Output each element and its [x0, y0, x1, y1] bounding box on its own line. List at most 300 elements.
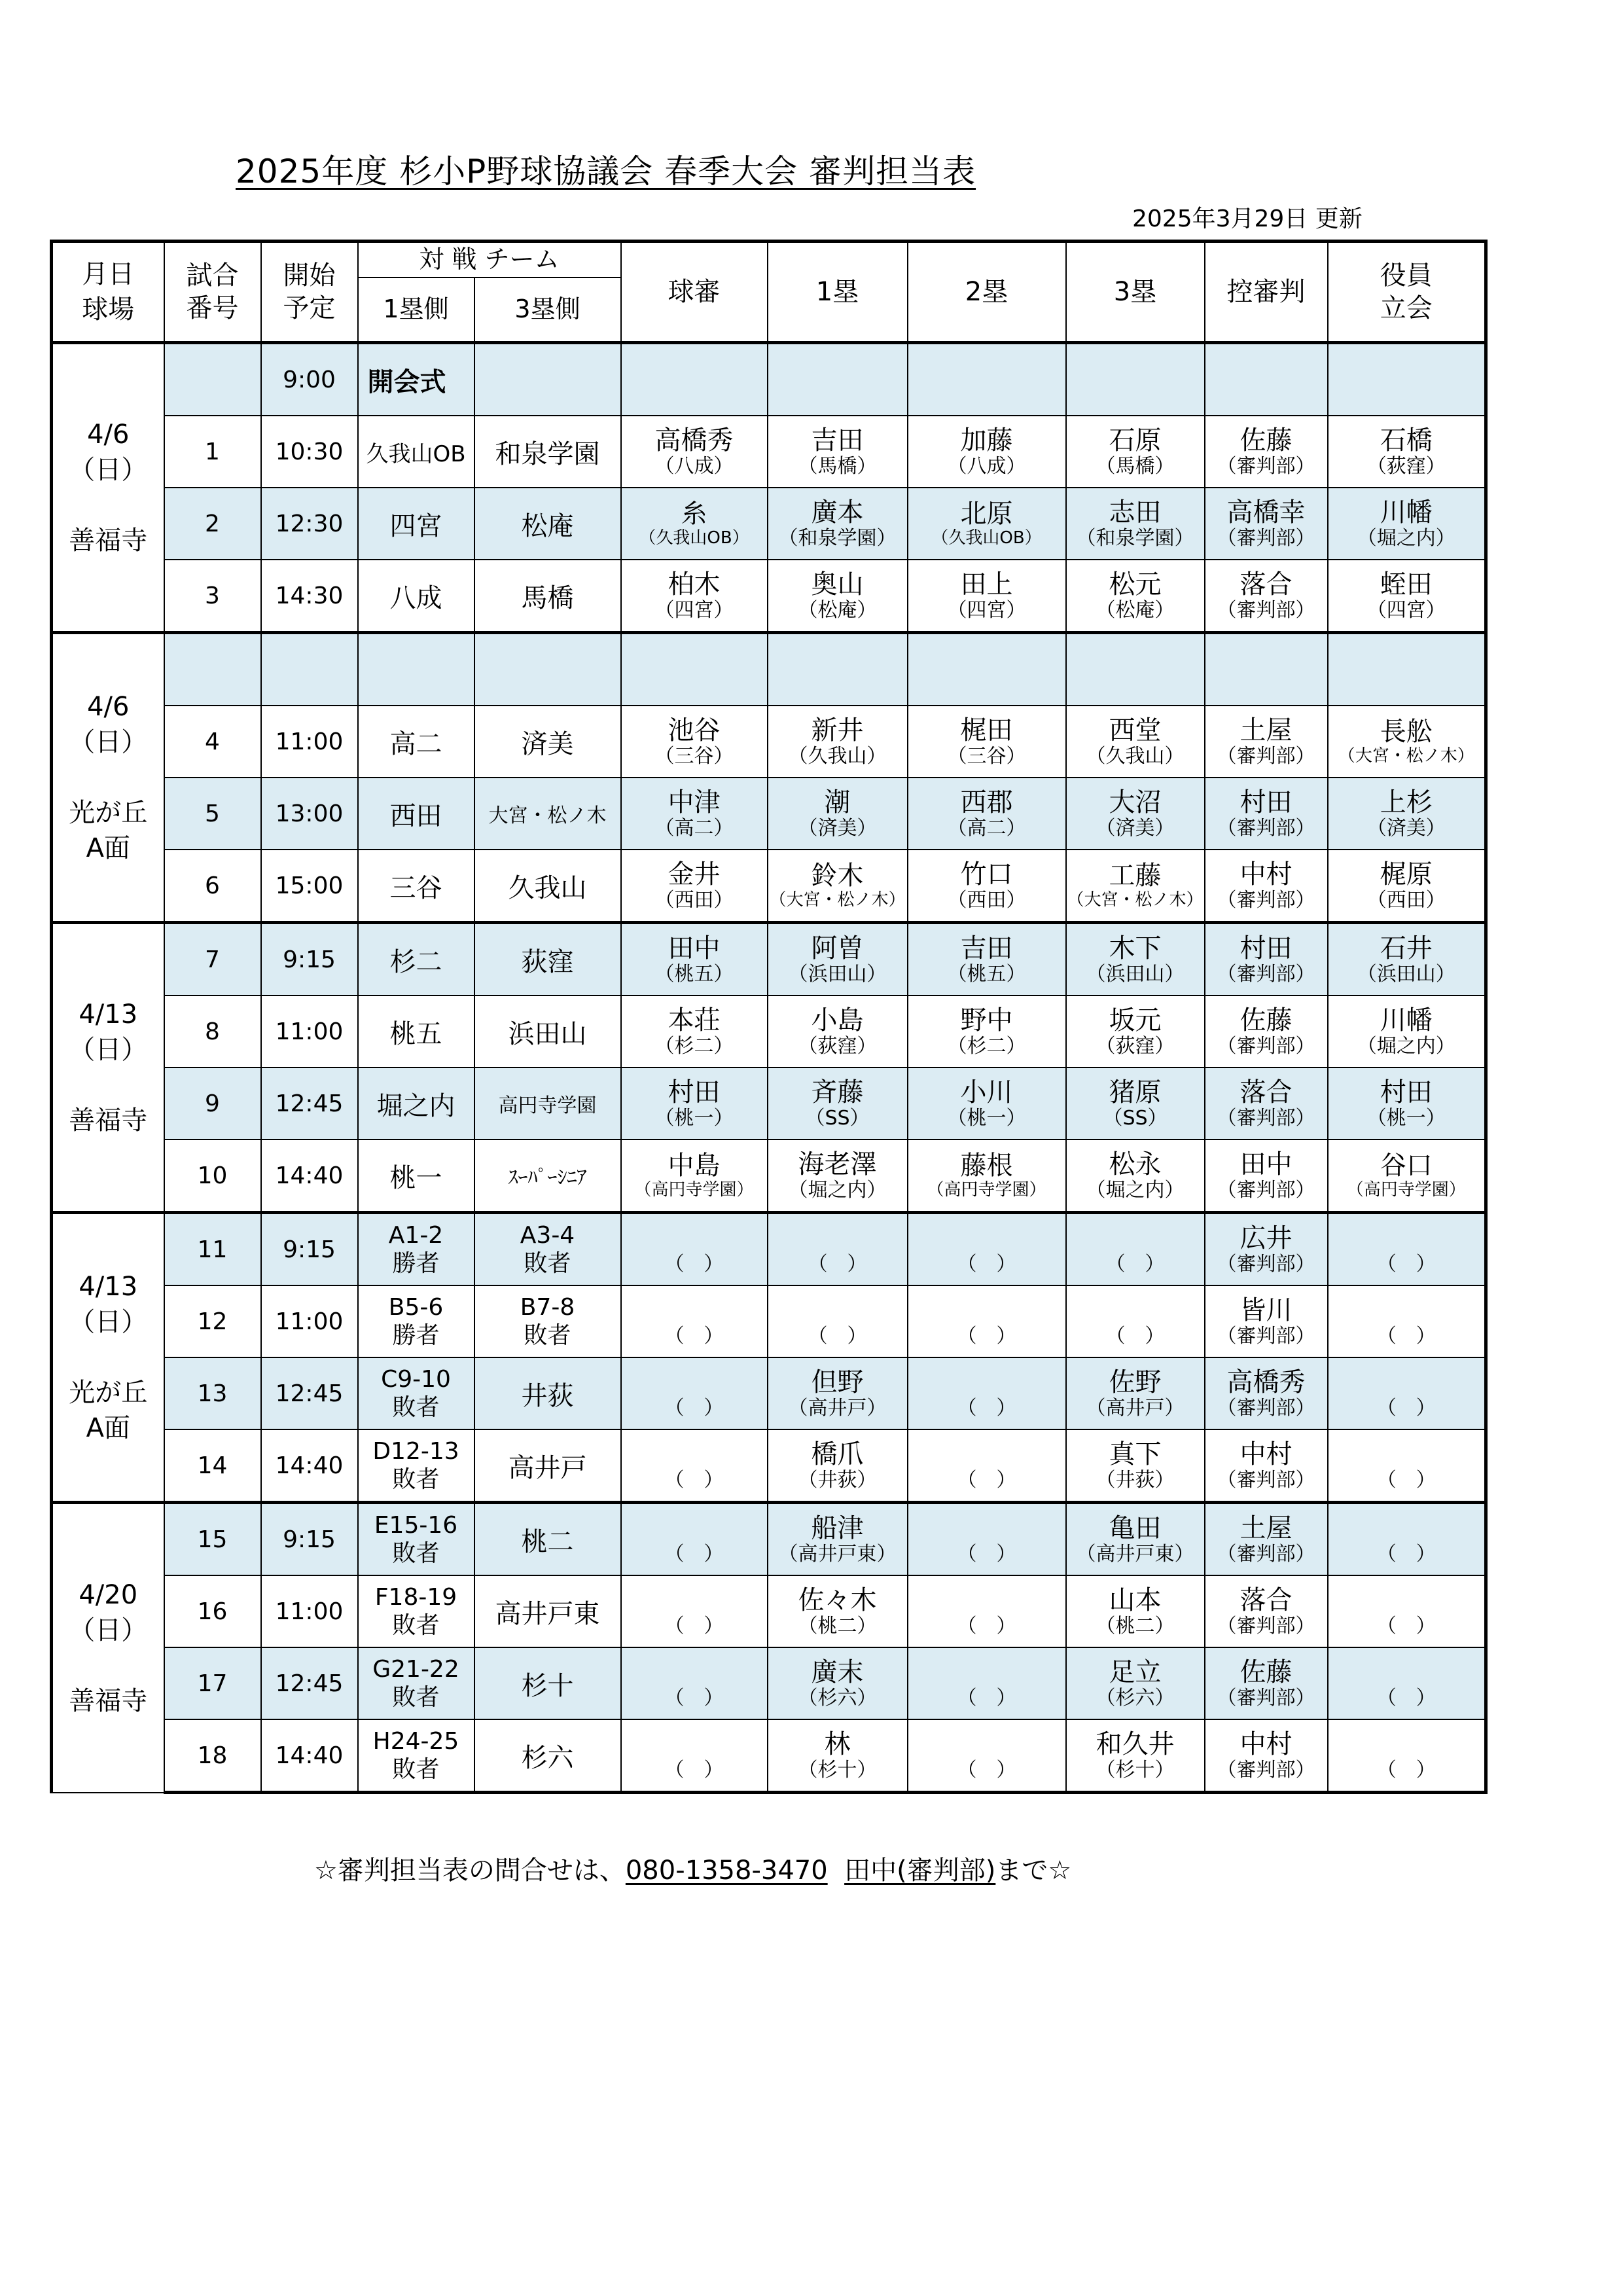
umpire-first [768, 1139, 908, 1213]
umpire-name [1067, 365, 1204, 395]
umpire-third [1066, 1067, 1205, 1139]
umpire-name: 新井 [811, 715, 864, 746]
umpire-name: 池谷 [668, 715, 721, 746]
game-row [52, 1503, 1486, 1576]
umpire-team: （審判部） [1217, 744, 1315, 768]
footer-phone[interactable]: 080-1358-3470 [625, 1856, 828, 1886]
umpire-name [1329, 1368, 1485, 1397]
umpire-second [908, 1285, 1066, 1357]
game-row [52, 1719, 1486, 1793]
umpire-name: 北原 [960, 499, 1013, 529]
umpire-name: 亀田 [1109, 1513, 1162, 1544]
umpire-second [908, 1357, 1066, 1429]
umpire-name [622, 1586, 767, 1615]
date-venue-line: 光が丘 [69, 798, 148, 828]
game-row [52, 1213, 1486, 1286]
umpire-name: 田上 [960, 569, 1013, 600]
umpire-name: 谷口 [1380, 1151, 1433, 1181]
umpire-third [1066, 560, 1205, 633]
start-time: 11:00 [261, 706, 358, 778]
umpire-team: （四宮） [947, 598, 1026, 622]
umpire-first [768, 778, 908, 850]
umpire-plate [621, 1503, 768, 1576]
umpire-third [1066, 1647, 1205, 1719]
umpire-team: （ ） [664, 1542, 724, 1566]
game-number: 4 [164, 706, 261, 778]
umpire-team: （桃五） [654, 962, 734, 986]
umpire-team: （久我山） [788, 744, 887, 768]
game-number: 13 [164, 1357, 261, 1429]
team-first-base-side: H24-25 敗者 [358, 1719, 474, 1793]
game-row [52, 1429, 1486, 1503]
umpire-team: （ ） [1376, 1252, 1436, 1276]
umpire-reserve [1205, 1429, 1328, 1503]
umpire-team: （西田） [947, 888, 1026, 912]
umpire-name: 藤根 [960, 1151, 1013, 1181]
umpire-name [1205, 365, 1327, 395]
umpire-name: 山本 [1109, 1585, 1162, 1616]
umpire-name: 西堂 [1109, 715, 1162, 746]
umpire-name [1329, 1296, 1485, 1325]
umpire-team: （八成） [947, 454, 1026, 478]
game-number: 12 [164, 1285, 261, 1357]
umpire-plate [621, 1647, 768, 1719]
umpire-team: （馬橋） [798, 454, 877, 478]
game-row [52, 778, 1486, 850]
umpire-team: （三谷） [654, 744, 734, 768]
umpire-name: 高橋幸 [1226, 497, 1306, 528]
umpire-plate [621, 1719, 768, 1793]
date-venue-line [53, 1340, 164, 1375]
umpire-plate [621, 343, 768, 416]
date-venue-line: 善福寺 [69, 526, 148, 556]
umpire-team: （高円寺学園） [634, 1180, 754, 1200]
start-time: 14:40 [261, 1429, 358, 1503]
umpire-officer [1328, 1719, 1486, 1793]
umpire-team: （桃一） [1366, 1106, 1446, 1130]
umpire-officer [1328, 1139, 1486, 1213]
umpire-first [768, 706, 908, 778]
umpire-team: （審判部） [1217, 1758, 1315, 1782]
date-venue-line [53, 1648, 164, 1683]
umpire-second [908, 706, 1066, 778]
umpire-reserve [1205, 633, 1328, 706]
umpire-team: （済美） [798, 816, 877, 840]
date-venue-line: （日） [69, 455, 148, 485]
game-row [52, 1575, 1486, 1647]
umpire-second [908, 343, 1066, 416]
umpire-team: （ ） [664, 1468, 724, 1492]
umpire-plate [621, 923, 768, 996]
umpire-name: 志田 [1109, 497, 1162, 528]
team-third-base-side [474, 633, 621, 706]
umpire-team: （四宮） [654, 598, 734, 622]
date-venue-cell [52, 1213, 164, 1503]
umpire-name: 落合 [1240, 1585, 1293, 1616]
date-venue-line: （日） [69, 1307, 148, 1337]
game-number: 3 [164, 560, 261, 633]
game-number [164, 633, 261, 706]
umpire-team: （杉六） [1096, 1686, 1175, 1710]
umpire-team: （高二） [947, 816, 1026, 840]
umpire-name: 金井 [668, 859, 721, 890]
umpire-name [1329, 1586, 1485, 1615]
umpire-team: （審判部） [1217, 962, 1315, 986]
team-third-base-side: 大宮・松ノ木 [474, 778, 621, 850]
umpire-name: 村田 [668, 1077, 721, 1108]
umpire-officer [1328, 1067, 1486, 1139]
team-third-base-side: 松庵 [474, 488, 621, 560]
umpire-officer [1328, 1575, 1486, 1647]
date-venue-line: 光が丘 [69, 1378, 148, 1408]
umpire-first [768, 996, 908, 1067]
umpire-team: （ ） [664, 1758, 724, 1782]
start-time: 11:00 [261, 1575, 358, 1647]
umpire-team: （ ） [664, 1614, 724, 1638]
umpire-name: 落合 [1240, 1077, 1293, 1108]
umpire-name: 梶原 [1380, 859, 1433, 890]
game-row [52, 560, 1486, 633]
team-first-base-side: 西田 [358, 778, 474, 850]
header-third: 3塁 [1066, 242, 1205, 343]
team-third-base-side: ｽｰﾊﾟｰｼﾆｱ [474, 1139, 621, 1213]
umpire-team: （ ） [957, 1468, 1016, 1492]
footer-prefix: ☆審判担当表の問合せは、 [314, 1856, 626, 1886]
game-number: 9 [164, 1067, 261, 1139]
umpire-name: 小川 [960, 1077, 1013, 1108]
date-venue-line: 4/20 [79, 1579, 138, 1610]
umpire-name [768, 1296, 907, 1325]
umpire-team: （馬橋） [1096, 454, 1175, 478]
umpire-name: 坂元 [1109, 1005, 1162, 1036]
team-first-base-side: E15-16 敗者 [358, 1503, 474, 1576]
umpire-name [622, 1440, 767, 1469]
umpire-name [768, 365, 907, 395]
umpire-name: 石橋 [1380, 425, 1433, 456]
umpire-plate [621, 1575, 768, 1647]
umpire-name: 中村 [1240, 1439, 1293, 1470]
header-date-venue: 月日 球場 [52, 242, 164, 343]
umpire-team: （ ） [664, 1396, 724, 1420]
footer-suffix: まで☆ [995, 1856, 1072, 1886]
umpire-team: （ ） [664, 1252, 724, 1276]
team-first-base-side: 杉二 [358, 923, 474, 996]
game-row [52, 1139, 1486, 1213]
date-venue-cell [52, 633, 164, 923]
umpire-name: 佐野 [1109, 1367, 1162, 1398]
start-time: 14:40 [261, 1139, 358, 1213]
umpire-reserve [1205, 1719, 1328, 1793]
umpire-officer [1328, 633, 1486, 706]
team-third-base-side: B7-8 敗者 [474, 1285, 621, 1357]
umpire-team: （ ） [1376, 1614, 1436, 1638]
footer-note [314, 1850, 1071, 1887]
umpire-schedule-table [50, 240, 1488, 1794]
umpire-name [908, 1658, 1065, 1687]
umpire-second [908, 1575, 1066, 1647]
umpire-first [768, 923, 908, 996]
umpire-name [622, 1368, 767, 1397]
team-third-base-side: 高井戸東 [474, 1575, 621, 1647]
umpire-officer [1328, 706, 1486, 778]
umpire-team: （審判部） [1217, 454, 1315, 478]
umpire-name: 野中 [960, 1005, 1013, 1036]
umpire-name: 落合 [1240, 569, 1293, 600]
umpire-team: （ ） [957, 1396, 1016, 1420]
umpire-team: （済美） [1096, 816, 1175, 840]
umpire-name: 廣末 [811, 1657, 864, 1688]
umpire-officer [1328, 778, 1486, 850]
umpire-name: 真下 [1109, 1439, 1162, 1470]
umpire-first [768, 1285, 908, 1357]
umpire-team: （高井戸） [1086, 1396, 1185, 1420]
team-first-base-side [358, 633, 474, 706]
umpire-plate [621, 1139, 768, 1213]
umpire-third [1066, 1213, 1205, 1286]
umpire-name: 橋爪 [811, 1439, 864, 1470]
umpire-team: （西田） [654, 888, 734, 912]
umpire-third [1066, 1575, 1205, 1647]
umpire-name [908, 1296, 1065, 1325]
date-venue-line: 善福寺 [69, 1685, 148, 1716]
umpire-name [1067, 1296, 1204, 1325]
umpire-team: （杉六） [798, 1686, 877, 1710]
umpire-reserve [1205, 1213, 1328, 1286]
start-time: 14:30 [261, 560, 358, 633]
date-venue-line: （日） [69, 1035, 148, 1065]
umpire-first [768, 1575, 908, 1647]
umpire-name [622, 1224, 767, 1253]
game-number: 16 [164, 1575, 261, 1647]
team-third-base-side: 馬橋 [474, 560, 621, 633]
umpire-second [908, 1213, 1066, 1286]
umpire-name: 船津 [811, 1513, 864, 1544]
umpire-plate [621, 706, 768, 778]
umpire-officer [1328, 1647, 1486, 1719]
team-third-base-side: 桃二 [474, 1503, 621, 1576]
umpire-name [768, 1224, 907, 1253]
umpire-plate [621, 996, 768, 1067]
umpire-team: （荻窪） [1096, 1034, 1175, 1058]
umpire-team: （井荻） [798, 1468, 877, 1492]
umpire-team: （大宮・松ノ木） [1338, 746, 1474, 766]
umpire-name [622, 1658, 767, 1687]
game-row [52, 1067, 1486, 1139]
umpire-officer [1328, 343, 1486, 416]
umpire-team: （堀之内） [1086, 1178, 1185, 1202]
header-reserve: 控審判 [1205, 242, 1328, 343]
umpire-name: 田中 [668, 933, 721, 964]
umpire-second [908, 633, 1066, 706]
date-venue-cell [52, 343, 164, 633]
team-third-base-side: 済美 [474, 706, 621, 778]
umpire-team: （大宮・松ノ木） [769, 890, 906, 910]
umpire-name: 中村 [1240, 1729, 1293, 1760]
umpire-third [1066, 416, 1205, 488]
umpire-name: 工藤 [1109, 861, 1162, 891]
team-first-base-side: 開会式 [358, 343, 474, 416]
umpire-name [1329, 1658, 1485, 1687]
umpire-second [908, 923, 1066, 996]
umpire-team: （審判部） [1217, 1468, 1315, 1492]
umpire-team: （四宮） [1366, 598, 1446, 622]
header-game-no: 試合 番号 [164, 242, 261, 343]
umpire-plate [621, 416, 768, 488]
umpire-team: （審判部） [1217, 888, 1315, 912]
umpire-name [908, 1730, 1065, 1759]
umpire-officer [1328, 1357, 1486, 1429]
umpire-team: （高円寺学園） [1346, 1180, 1466, 1200]
umpire-team: （審判部） [1217, 1034, 1315, 1058]
umpire-name [1329, 1224, 1485, 1253]
umpire-name [1329, 655, 1485, 685]
umpire-second [908, 1719, 1066, 1793]
umpire-name [1067, 1224, 1204, 1253]
header-start: 開始 予定 [261, 242, 358, 343]
umpire-name: 中村 [1240, 859, 1293, 890]
game-row [52, 996, 1486, 1067]
umpire-name [622, 655, 767, 685]
umpire-team: （久我山OB） [931, 528, 1042, 548]
umpire-team: （井荻） [1096, 1468, 1175, 1492]
umpire-team: （荻窪） [1366, 454, 1446, 478]
umpire-team: （松庵） [798, 598, 877, 622]
date-venue-cell [52, 1503, 164, 1793]
umpire-name [1329, 1514, 1485, 1543]
umpire-plate [621, 1213, 768, 1286]
team-first-base-side: 三谷 [358, 850, 474, 923]
umpire-team: （審判部） [1217, 598, 1315, 622]
umpire-plate [621, 1285, 768, 1357]
umpire-name: 佐々木 [798, 1585, 877, 1616]
umpire-first [768, 850, 908, 923]
umpire-third [1066, 343, 1205, 416]
umpire-name: 高橋秀 [654, 425, 734, 456]
umpire-team: （SS） [1103, 1106, 1168, 1130]
umpire-team: （ ） [808, 1252, 867, 1276]
umpire-name: 林 [824, 1729, 851, 1760]
umpire-team: （杉十） [1096, 1758, 1175, 1782]
date-venue-cell [52, 923, 164, 1213]
umpire-third [1066, 1719, 1205, 1793]
umpire-first [768, 343, 908, 416]
team-third-base-side: A3-4 敗者 [474, 1213, 621, 1286]
umpire-name: 奥山 [811, 569, 864, 600]
start-time: 9:15 [261, 1213, 358, 1286]
umpire-name: 足立 [1109, 1657, 1162, 1688]
umpire-name: 上杉 [1380, 787, 1433, 818]
umpire-name [908, 1224, 1065, 1253]
umpire-name: 斉藤 [811, 1077, 864, 1108]
start-time: 12:45 [261, 1067, 358, 1139]
umpire-name: 加藤 [960, 425, 1013, 456]
umpire-team: （杉二） [654, 1034, 734, 1058]
umpire-plate [621, 1429, 768, 1503]
umpire-team: （ ） [957, 1614, 1016, 1638]
game-row [52, 850, 1486, 923]
umpire-team: （審判部） [1217, 1396, 1315, 1420]
umpire-team: （三谷） [947, 744, 1026, 768]
umpire-name: 糸 [681, 499, 707, 529]
umpire-team: （ ） [1376, 1396, 1436, 1420]
umpire-team: （審判部） [1217, 816, 1315, 840]
umpire-first [768, 633, 908, 706]
umpire-name: 石原 [1109, 425, 1162, 456]
umpire-team: （ ） [1376, 1686, 1436, 1710]
umpire-team: （ ） [957, 1252, 1016, 1276]
footer-contact: 田中(審判部) [844, 1856, 996, 1886]
umpire-team: （堀之内） [1357, 1034, 1455, 1058]
umpire-name: 吉田 [811, 425, 864, 456]
umpire-name [908, 365, 1065, 395]
umpire-name: 佐藤 [1240, 425, 1293, 456]
umpire-third [1066, 1429, 1205, 1503]
umpire-team: （桃五） [947, 962, 1026, 986]
umpire-team: （桃一） [654, 1106, 734, 1130]
umpire-third [1066, 1357, 1205, 1429]
umpire-third [1066, 996, 1205, 1067]
game-row [52, 343, 1486, 416]
umpire-name: 皆川 [1240, 1295, 1293, 1326]
umpire-team: （大宮・松ノ木） [1067, 890, 1204, 910]
umpire-name: 広井 [1240, 1223, 1293, 1254]
umpire-team: （審判部） [1217, 1324, 1315, 1348]
umpire-team: （杉十） [798, 1758, 877, 1782]
umpire-third [1066, 488, 1205, 560]
start-time: 13:00 [261, 778, 358, 850]
umpire-second [908, 1429, 1066, 1503]
umpire-plate [621, 560, 768, 633]
game-number: 17 [164, 1647, 261, 1719]
header-officer: 役員 立会 [1328, 242, 1486, 343]
umpire-second [908, 996, 1066, 1067]
start-time: 10:30 [261, 416, 358, 488]
umpire-name [1067, 655, 1204, 685]
umpire-plate [621, 1067, 768, 1139]
umpire-reserve [1205, 488, 1328, 560]
umpire-name: 猪原 [1109, 1077, 1162, 1108]
game-number: 8 [164, 996, 261, 1067]
umpire-name [908, 655, 1065, 685]
umpire-plate [621, 778, 768, 850]
umpire-team: （高井戸） [788, 1396, 887, 1420]
umpire-team: （ ） [1105, 1252, 1165, 1276]
umpire-team: （久我山OB） [639, 528, 749, 548]
date-venue-line: A面 [86, 833, 130, 863]
umpire-name: 村田 [1380, 1077, 1433, 1108]
umpire-team: （西田） [1366, 888, 1446, 912]
umpire-name: 竹口 [960, 859, 1013, 890]
umpire-name: 和久井 [1096, 1729, 1175, 1760]
game-number: 7 [164, 923, 261, 996]
umpire-reserve [1205, 778, 1328, 850]
updated-date: 2025年3月29日 更新 [1132, 206, 1363, 232]
umpire-team: （ ） [664, 1686, 724, 1710]
umpire-second [908, 778, 1066, 850]
start-time: 14:40 [261, 1719, 358, 1793]
game-number: 5 [164, 778, 261, 850]
umpire-team: （ ） [1105, 1324, 1165, 1348]
umpire-name: 西郡 [960, 787, 1013, 818]
umpire-officer [1328, 996, 1486, 1067]
umpire-name [622, 365, 767, 395]
umpire-reserve [1205, 1139, 1328, 1213]
date-venue-line: 4/13 [79, 1272, 138, 1302]
game-row [52, 416, 1486, 488]
umpire-name: 村田 [1240, 787, 1293, 818]
umpire-officer [1328, 560, 1486, 633]
header-side3: 3塁側 [474, 278, 621, 343]
